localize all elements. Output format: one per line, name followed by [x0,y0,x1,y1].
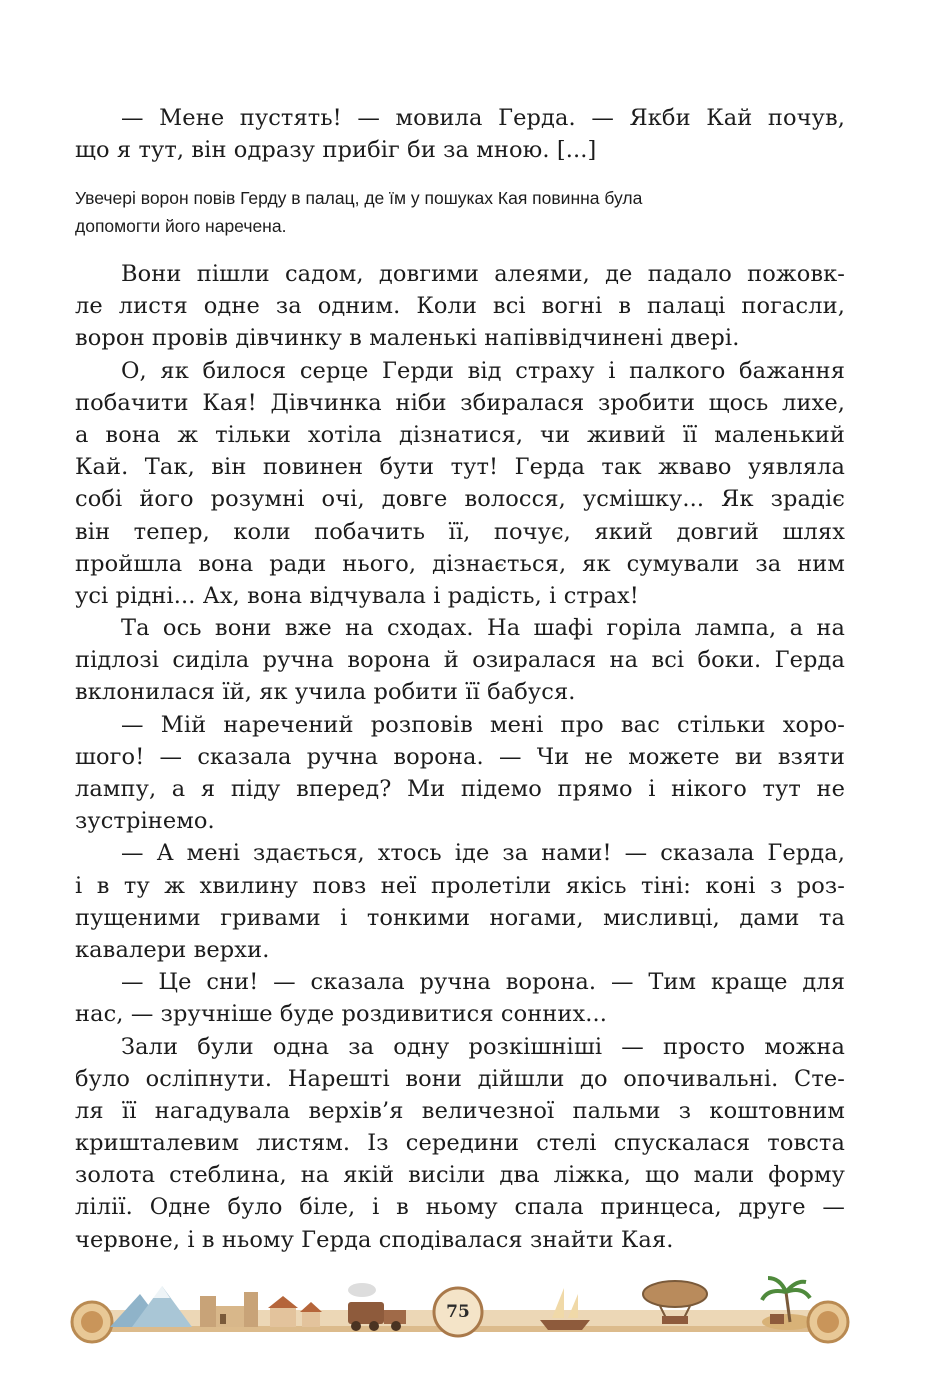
text-line: усі рідні... Ах, вона відчувала і радість, і страх! [75,582,639,609]
decorative-footer [70,1272,850,1352]
text-line: пущеними гривами і тонкими ногами, мисливці, дами та [75,904,845,931]
page-number: 75 [446,1302,470,1322]
text-line: Вони пішли садом, довгими алеями, де падало пожовк- [121,261,845,287]
text-line: Зали були одна за одну розкішніші — просто можна [121,1033,845,1060]
text-line: золота стеблина, на якій висіли два ліжка, що мали форму [75,1162,845,1189]
text-line: червоне, і в ньому Герда сподівалася знайти Кая. [75,1226,674,1253]
text-line: було осліпнути. Нарешті вони дійшли до опочивальні. Сте- [75,1065,845,1092]
text-line: побачити Кая! Дівчинка ніби збиралася зробити щось лихе, [75,389,845,416]
text-line: кавалери верхи. [75,936,270,963]
text-line: — Мене пустять! — мовила Герда. — Якби Кай почув, [121,105,845,131]
story-text [75,258,845,1256]
text-line: шого! — сказала ручна ворона. — Чи не можете ви взяти [75,743,845,770]
text-line: зустрінемо. [75,808,215,835]
text-line: ле листя одне за одним. Коли всі вогні в палаці погасли, [75,293,845,320]
text-line: — А мені здається, хтось іде за нами! — сказала Герда, [121,840,845,867]
text-line: Кай. Так, він повинен бути тут! Герда так жваво уявляла [75,454,845,481]
text-line: що я тут, він одразу прибіг би за мною. [...] [75,137,597,164]
note-line: Увечері ворон повів Герду в палац, де їм у пошуках Кая повинна була [75,188,643,208]
text-line: лампу, а я піду вперед? Ми підемо прямо і нікого тут не [75,776,845,802]
text-line: нас, — зручніше буде роздивитися сонних... [75,1001,608,1028]
text-line: собі його розумні очі, довге волосся, усмішку... Як зрадіє [75,486,845,513]
note-line: допомогти його наречена. [75,216,287,236]
text-line: вклонилася їй, як учила робити її бабуся. [75,679,576,706]
text-line: лілії. Одне було біле, і в ньому спала принцеса, друге — [75,1194,845,1221]
text-line: підлозі сиділа ручна ворона й озиралася на всі боки. Герда [75,647,845,674]
text-line: пройшла вона ради нього, дізнається, як сумували за ним [75,550,845,577]
text-line: а вона ж тільки хотіла дізнатися, чи живий її маленький [75,421,845,448]
text-line: — Мій наречений розповів мені про вас стільки хоро- [121,711,845,738]
text-line: ворон провів дівчинку в маленькі напіввідчинені двері. [75,325,740,352]
text-line: ля її нагадувала верхів’я величезної пальми з коштовним [75,1097,845,1124]
summary-note [75,184,845,240]
opening-paragraph [75,102,845,166]
text-line: Та ось вони вже на сходах. На шафі горіла лампа, а на [121,615,845,642]
text-line: О, як билося серце Герди від страху і палкого бажання [121,357,845,384]
text-line: він тепер, коли побачить її, почує, який довгий шлях [75,518,845,545]
text-line: і в ту ж хвилину повз неї пролетіли якісь тіні: коні з роз- [75,872,845,899]
text-line: кришталевим листям. Із середини стелі спускалася товста [75,1130,845,1157]
text-line: — Це сни! — сказала ручна ворона. — Тим краще для [121,969,845,996]
